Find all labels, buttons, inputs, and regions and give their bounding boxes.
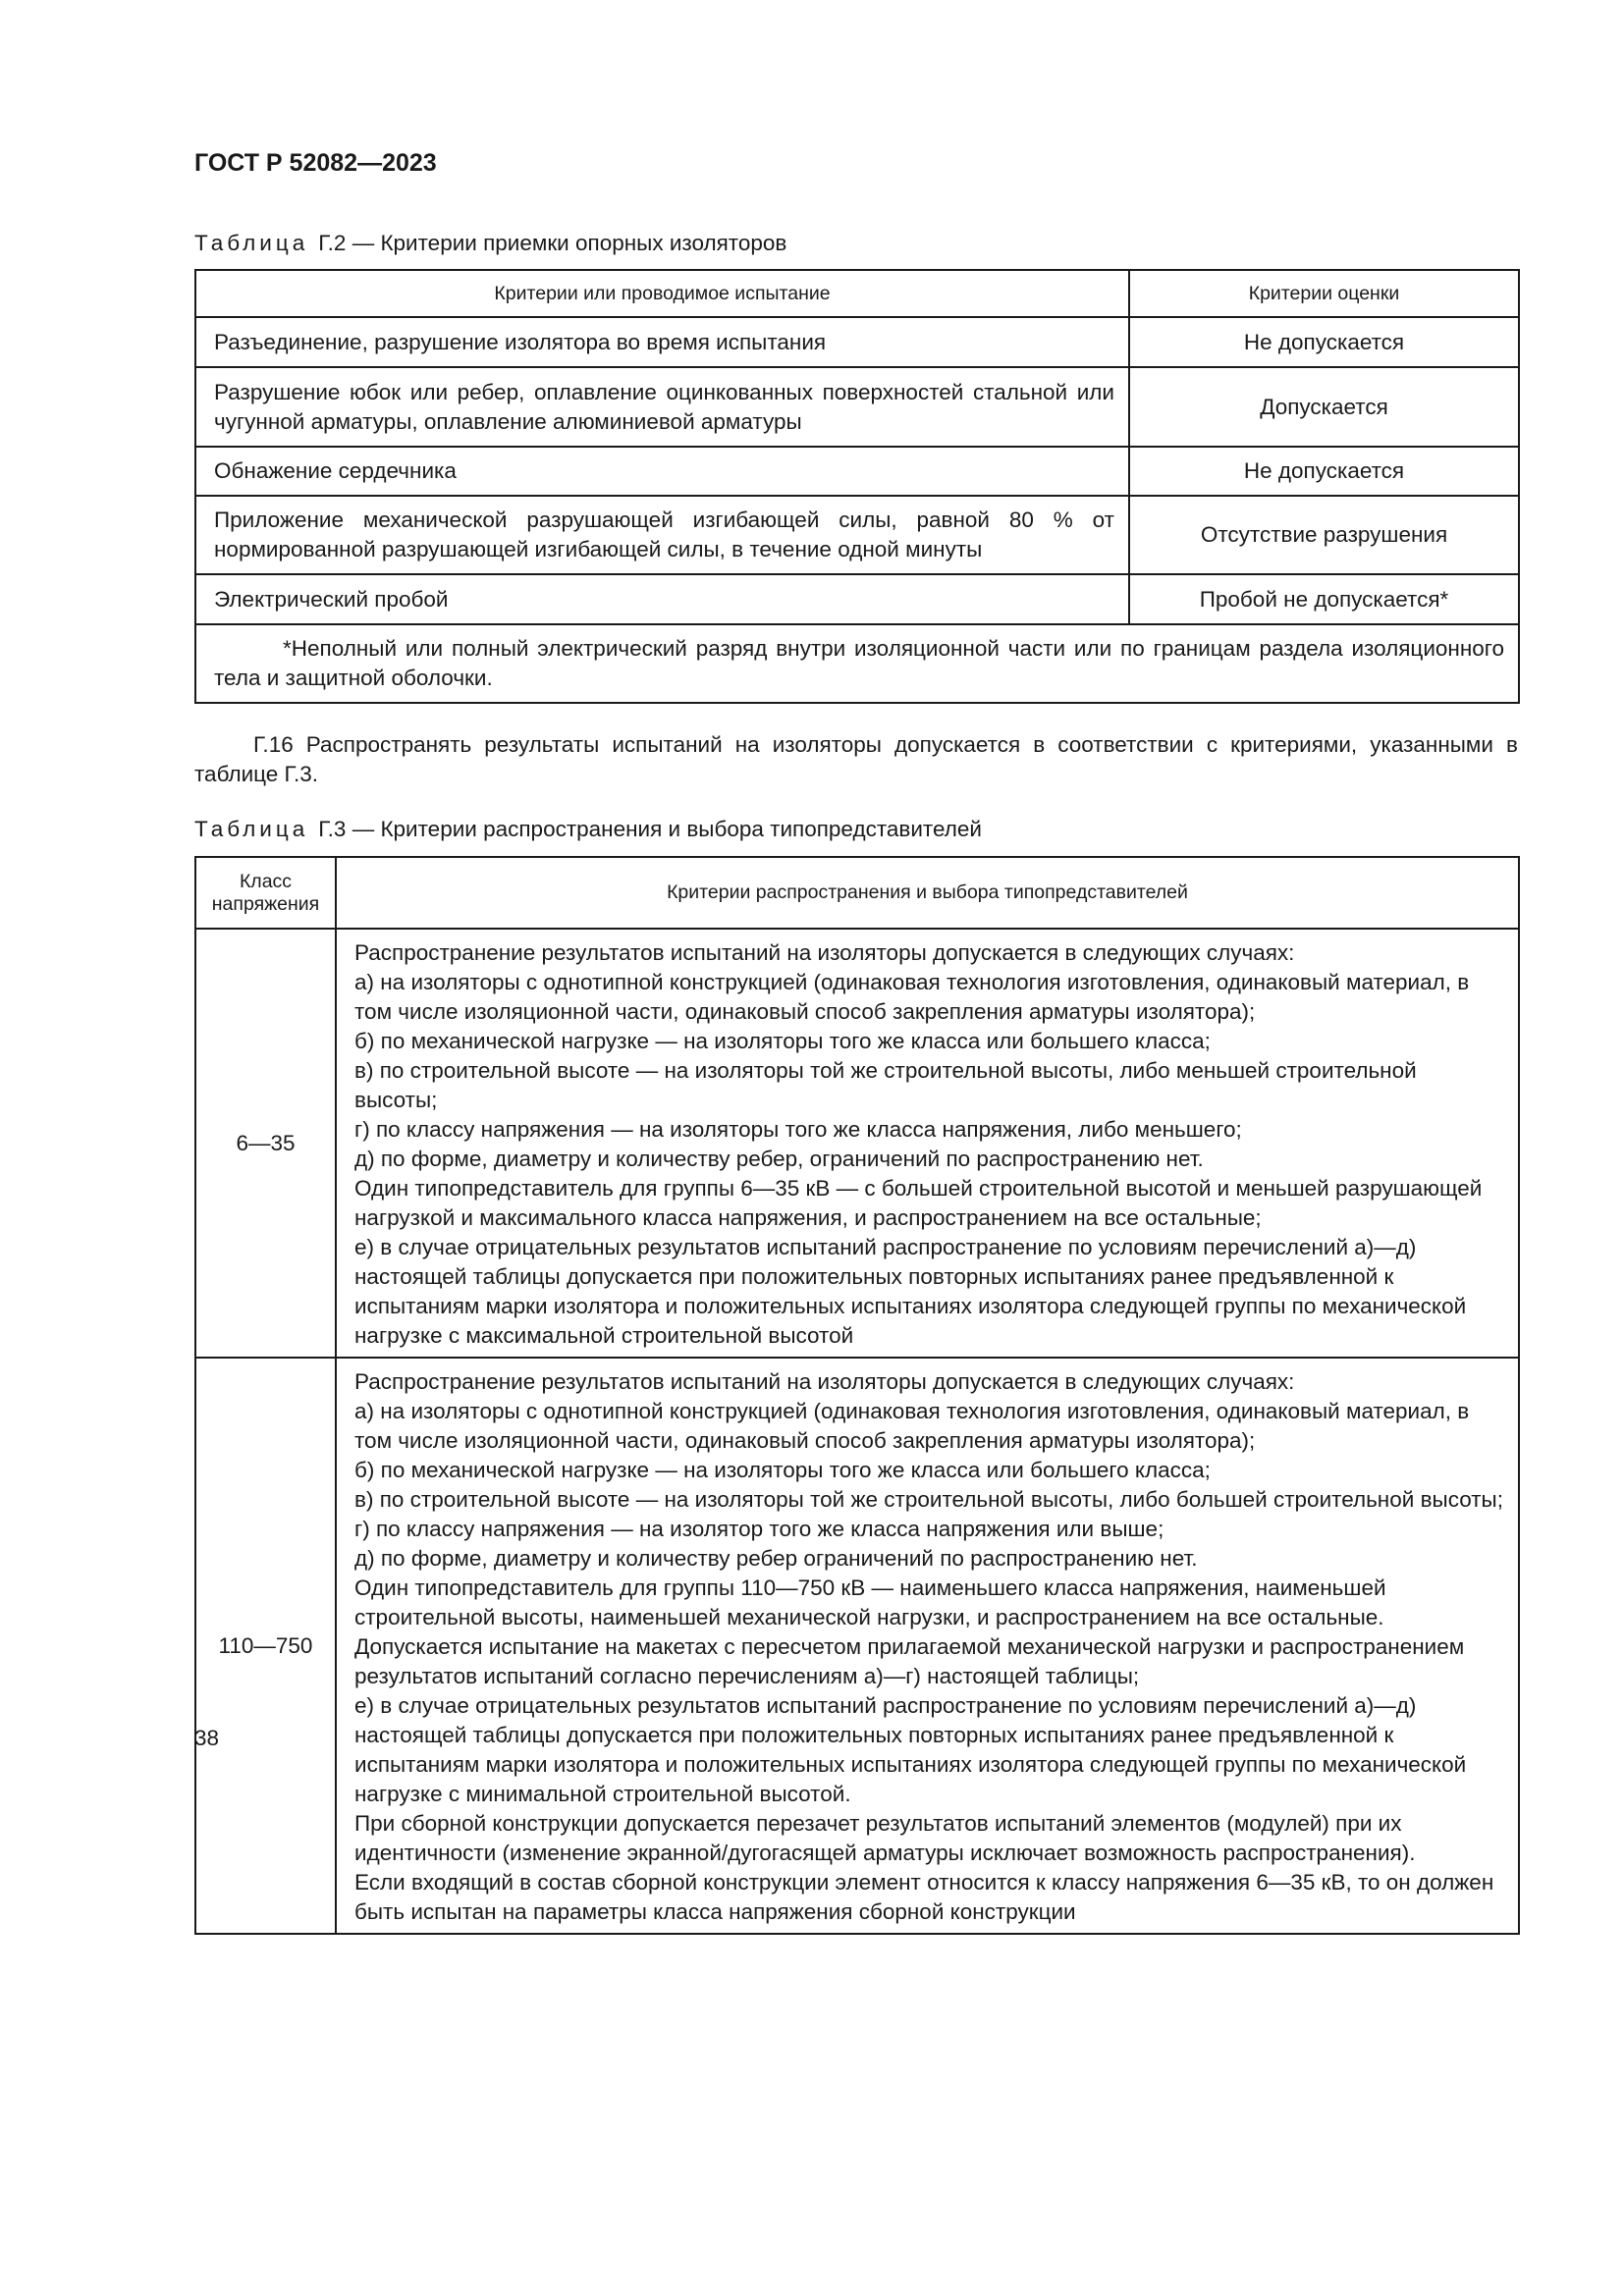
criteria-line: Один типопредставитель для группы 6—35 кВ — с большей строительной высотой и меньшей разрушающей нагрузкой и максимального класса напряжения, и распространением на все остальные; [354, 1176, 1483, 1230]
assessment-cell: Отсутствие разрушения [1129, 496, 1519, 574]
assessment-cell: Не допускается [1129, 317, 1519, 367]
table-g2 [194, 269, 1520, 704]
page-number: 38 [194, 1726, 220, 1750]
criteria-line: б) по механической нагрузке — на изоляторы того же класса или большего класса; [354, 1458, 1211, 1482]
criterion-cell: Приложение механической разрушающей изгибающей силы, равной 80 % от нормированной разрушающей изгибающей силы, в течение одной минуты [195, 496, 1129, 574]
table-g3-caption [194, 815, 982, 844]
criteria-line: в) по строительной высоте — на изоляторы той же строительной высоты, либо большей строительной высоты; [354, 1487, 1503, 1512]
criteria-line: Распространение результатов испытаний на изоляторы допускается в следующих случаях: [354, 1369, 1295, 1394]
table-footnote-row [195, 624, 1519, 703]
criteria-line: Один типопредставитель для группы 110—750 кВ — наименьшего класса напряжения, наименьшей строительной высоты, наименьшей механической нагрузки, и распространением на все остальные. Допускается испытание на макетах с пересчетом прилагаемой механической нагрузки и распространением результатов испытаний согласно перечислениям а)—г) настоящей таблицы; [354, 1575, 1465, 1688]
col-header-voltage-class: Класс напряжения [195, 857, 336, 929]
criteria-line: в) по строительной высоте — на изоляторы той же строительной высоты, либо меньшей строительной высоты; [354, 1058, 1417, 1112]
criteria-line: е) в случае отрицательных результатов испытаний распространение по условиям перечислений а)—д) настоящей таблицы допускается при положительных повторных испытаниях ранее предъявленной к испытаниям марки изолятора и положительных испытаниях изолятора следующей группы по механической нагрузке с минимальной строительной высотой. [354, 1693, 1467, 1806]
criteria-line: б) по механической нагрузке — на изоляторы того же класса или большего класса; [354, 1029, 1211, 1053]
criteria-line: г) по классу напряжения — на изоляторы того же класса напряжения, либо меньшего; [354, 1117, 1242, 1142]
table-row [195, 367, 1519, 447]
criteria-line: д) по форме, диаметру и количеству ребер ограничений по распространению нет. [354, 1546, 1198, 1571]
table-footnote: *Неполный или полный электрический разряд внутри изоляционной части или по границам раздела изоляционного тела и защитной оболочки. [195, 624, 1519, 703]
criteria-cell [336, 929, 1519, 1358]
criteria-line: г) по классу напряжения — на изолятор того же класса напряжения или выше; [354, 1517, 1164, 1541]
table-row [195, 317, 1519, 367]
table-header-row [195, 857, 1519, 929]
assessment-cell: Пробой не допускается* [1129, 574, 1519, 624]
caption-prefix: Таблица [194, 231, 309, 255]
table-header-row [195, 270, 1519, 317]
table-row [195, 929, 1519, 1358]
assessment-cell: Допускается [1129, 367, 1519, 447]
criterion-cell: Обнажение сердечника [195, 447, 1129, 496]
document-header: ГОСТ Р 52082—2023 [194, 149, 437, 177]
col-header-criteria: Критерии или проводимое испытание [195, 270, 1129, 317]
table-row [195, 447, 1519, 496]
table-g2-caption [194, 229, 786, 258]
table-g3 [194, 856, 1520, 1935]
criteria-line: а) на изоляторы с однотипной конструкцией (одинаковая технология изготовления, одинаковый материал, в том числе изоляционной части, одинаковый способ закрепления арматуры изолятора); [354, 1399, 1470, 1453]
paragraph-g16: Г.16 Распространять результаты испытаний на изоляторы допускается в соответствии с критериями, указанными в таблице Г.3. [194, 732, 1518, 786]
col-header-criteria: Критерии распространения и выбора типопредставителей [336, 857, 1519, 929]
voltage-class-cell: 110—750 [195, 1358, 336, 1934]
caption-prefix: Таблица [194, 817, 309, 841]
criteria-line: е) в случае отрицательных результатов испытаний распространение по условиям перечислений а)—д) настоящей таблицы допускается при положительных повторных испытаниях ранее предъявленной к испытаниям марки изолятора и положительных испытаниях изолятора следующей группы по механической нагрузке с максимальной строительной высотой [354, 1235, 1467, 1348]
table-row [195, 496, 1519, 574]
criteria-line: Распространение результатов испытаний на изоляторы допускается в следующих случаях: [354, 940, 1295, 965]
table-row [195, 1358, 1519, 1934]
criterion-cell: Разъединение, разрушение изолятора во время испытания [195, 317, 1129, 367]
assessment-cell: Не допускается [1129, 447, 1519, 496]
voltage-class-cell: 6—35 [195, 929, 336, 1358]
caption-text: Г.2 — Критерии приемки опорных изоляторов [318, 231, 787, 255]
criteria-line: Если входящий в состав сборной конструкции элемент относится к классу напряжения 6—35 кВ, то он должен быть испытан на параметры класса напряжения сборной конструкции [354, 1870, 1494, 1924]
criteria-line: При сборной конструкции допускается перезачет результатов испытаний элементов (модулей) при их идентичности (изменение экранной/дугогасящей арматуры исключает возможность распространения). [354, 1811, 1416, 1865]
criteria-line: а) на изоляторы с однотипной конструкцией (одинаковая технология изготовления, одинаковый материал, в том числе изоляционной части, одинаковый способ закрепления арматуры изолятора); [354, 970, 1470, 1024]
criteria-line: д) по форме, диаметру и количеству ребер, ограничений по распространению нет. [354, 1147, 1204, 1171]
col-header-assessment: Критерии оценки [1129, 270, 1519, 317]
criteria-cell [336, 1358, 1519, 1934]
criterion-cell: Электрический пробой [195, 574, 1129, 624]
table-row [195, 574, 1519, 624]
caption-text: Г.3 — Критерии распространения и выбора типопредставителей [318, 817, 982, 841]
criterion-cell: Разрушение юбок или ребер, оплавление оцинкованных поверхностей стальной или чугунной арматуры, оплавление алюминиевой арматуры [195, 367, 1129, 447]
